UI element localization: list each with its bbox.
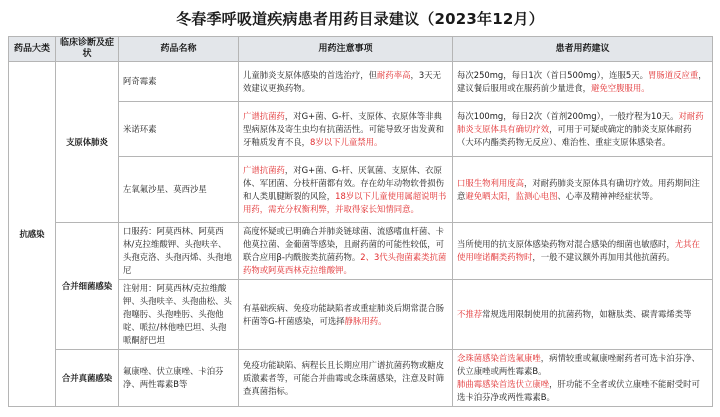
cell-text: 免疫功能缺陷、病程长且长期应用广谱抗菌药物或糖皮质激素者等，可能合并曲霉或念珠菌感染，注意及时筛查真菌指标。 bbox=[243, 359, 444, 396]
cell-text: 、心率及精神神经症状等。 bbox=[557, 190, 658, 201]
drug-fungal: 氟康唑、伏立康唑、卡泊芬净、两性霉素B等 bbox=[119, 350, 239, 407]
highlight-text: 避免晒太阳，监测心电图 bbox=[465, 190, 558, 201]
category-cell: 抗感染 bbox=[9, 62, 56, 407]
cell-text: ，对G+菌、G-杆、厌氧菌、支原体、衣原体、军团菌、分枝杆菌都有效。存在幼年动物软骨损伤和人类肌腱断裂的风险， bbox=[243, 164, 444, 201]
highlight-text: 胃肠道反应重 bbox=[648, 69, 699, 80]
notes-quinolones bbox=[239, 157, 453, 223]
oral-drugs: 阿莫西林、阿莫西林/克拉维酸钾、头孢呋辛、头孢克洛、头孢丙烯、头孢地尼 bbox=[123, 226, 232, 275]
diagnosis-fungal: 合并真菌感染 bbox=[56, 350, 119, 407]
cell-text: ，建议餐后服用或在服药前少量进食， bbox=[457, 69, 707, 93]
cell-text: ，对G+菌、G-杆、支原体、衣原体等非典型病原体及寄生虫均有抗菌活性。 bbox=[243, 110, 442, 134]
cell-text: 常规选用限制使用的抗菌药物，如糖肽类、碳青霉烯类等 bbox=[482, 309, 692, 319]
advice-quinolones bbox=[453, 157, 713, 223]
table-row bbox=[9, 62, 713, 102]
highlight-text: 尤其在使用喹诺酮类药物时 bbox=[457, 239, 700, 262]
injection-drugs: 阿莫西林/克拉维酸钾、头孢呋辛、头孢曲松、头孢噻肟、头孢唑肟、头孢他啶、哌拉/林他唑巴坦、头孢哌酮舒巴坦 bbox=[123, 283, 232, 345]
drug-quinolones: 左氧氟沙星、莫西沙星 bbox=[119, 157, 239, 223]
advice-fungal-candida bbox=[457, 352, 708, 378]
advice-azithromycin bbox=[453, 62, 713, 102]
notes-bacterial-injection bbox=[239, 280, 453, 350]
highlight-text: 口服生物利用度高 bbox=[457, 177, 524, 188]
cell-text: 当所使用的抗支原体感染药物对混合感染的细菌也敏感时， bbox=[457, 239, 675, 249]
cell-text: 可能导致牙齿发黄和牙釉质发育不良， bbox=[243, 123, 444, 147]
drug-azithromycin: 阿奇霉素 bbox=[119, 62, 239, 102]
highlight-text: 不推荐 bbox=[457, 309, 483, 319]
medication-table bbox=[8, 36, 713, 407]
header-drug-name: 药品名称 bbox=[119, 37, 239, 62]
highlight-text: 肺曲霉感染首选伏立康唑 bbox=[457, 379, 550, 389]
diagnosis-bacterial: 合并细菌感染 bbox=[56, 223, 119, 350]
highlight-text: 避免空腹服用。 bbox=[591, 82, 650, 93]
diagnosis-mycoplasma: 支原体肺炎 bbox=[56, 62, 119, 223]
highlight-text: 广谱抗菌药 bbox=[243, 164, 285, 175]
highlight-text: 8岁以下儿童禁用。 bbox=[310, 136, 383, 147]
header-diagnosis: 临床诊断及症状 bbox=[56, 37, 119, 62]
cell-text: 每次250mg，每日1次（首日500mg），连服5天。 bbox=[457, 69, 649, 80]
highlight-text: 18岁以下儿童使用属超说明书用药，需充分权衡利弊，并取得家长知情同意。 bbox=[243, 190, 447, 214]
notes-bacterial-oral bbox=[239, 223, 453, 280]
cell-text: 有基础疾病、免疫功能缺陷者或重症肺炎后期常混合肠杆菌等G-杆菌感染，可选择 bbox=[243, 302, 444, 326]
advice-fungal bbox=[453, 350, 713, 407]
cell-text: ，对耐药肺炎支原体具有确切疗效。用药期间注意 bbox=[457, 177, 700, 201]
cell-text: 高度怀疑或已明确合并肺炎链球菌、流感嗜血杆菌、卡他莫拉菌、金葡菌等感染，且耐药菌的可能性较低，可联合应用β-内酰胺类抗菌药物。 bbox=[243, 226, 444, 262]
advice-minocycline bbox=[453, 102, 713, 157]
advice-fungal-aspergillus bbox=[457, 378, 708, 404]
cell-text: ，可用于可疑或确定的肺炎支原体耐药（大环内酯类药物无反应）、难治性、重症支原体感染者。 bbox=[457, 123, 692, 147]
cell-text: ，一般不建议额外再加用其他抗菌药。 bbox=[532, 252, 675, 262]
cell-text: 每次100mg，每日2次（首剂200mg），一般疗程为10天。 bbox=[457, 110, 679, 121]
header-category: 药品大类 bbox=[9, 37, 56, 62]
injection-label: 注射用： bbox=[123, 283, 157, 293]
notes-minocycline bbox=[239, 102, 453, 157]
cell-text: ，肝功能不全者或伏立康唑不能耐受时可选卡泊芬净或两性霉素B。 bbox=[457, 379, 700, 402]
cell-text: ，病情较重或氟康唑耐药者可选卡泊芬净、伏立康唑或两性霉素B。 bbox=[457, 353, 700, 376]
drug-minocycline: 米诺环素 bbox=[119, 102, 239, 157]
header-patient-advice: 患者用药建议 bbox=[453, 37, 713, 62]
highlight-text: 念珠菌感染首选氟康唑 bbox=[457, 353, 541, 363]
notes-fungal bbox=[239, 350, 453, 407]
advice-bacterial-injection bbox=[453, 280, 713, 350]
table-row bbox=[9, 223, 713, 280]
table-row bbox=[9, 350, 713, 407]
advice-bacterial-oral bbox=[453, 223, 713, 280]
page-title: 冬春季呼吸道疾病患者用药目录建议（2023年12月） bbox=[176, 10, 544, 28]
highlight-text: 静脉用药。 bbox=[344, 315, 387, 326]
cell-text: ，3天无效建议更换药物。 bbox=[243, 69, 441, 93]
highlight-text: 广谱抗菌药 bbox=[243, 110, 285, 121]
notes-azithromycin bbox=[239, 62, 453, 102]
highlight-text: 耐药率高 bbox=[377, 69, 411, 80]
drug-bacterial-injection bbox=[119, 280, 239, 350]
oral-label: 口服药： bbox=[123, 226, 157, 236]
highlight-text: 对耐药肺炎支原体具有确切疗效 bbox=[457, 110, 704, 134]
header-precautions: 用药注意事项 bbox=[239, 37, 453, 62]
table-header-row bbox=[9, 37, 713, 62]
drug-bacterial-oral bbox=[119, 223, 239, 280]
cell-text: 儿童肺炎支原体感染的首选治疗，但 bbox=[243, 69, 377, 80]
highlight-text: 2、3代头孢菌素类抗菌药物或阿莫西林克拉维酸钾。 bbox=[243, 252, 447, 275]
